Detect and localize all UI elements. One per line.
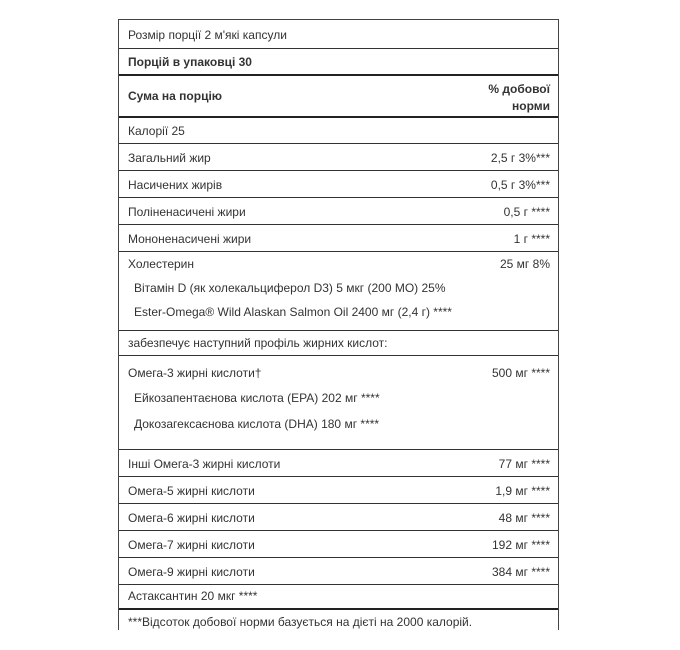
ester-omega: Ester-Omega® Wild Alaskan Salmon Oil 2400 мг (2,4 г) **** (134, 305, 452, 319)
astaxanthin: Астаксантин 20 мкг **** (128, 589, 258, 603)
nutrient-name: Мононенасичені жири (128, 232, 252, 246)
amount-per-serving-label: Сума на порцію (128, 89, 223, 103)
acid-value: 1,9 мг **** (495, 484, 550, 498)
calories: Калорії 25 (128, 124, 185, 138)
nutrient-value: 2,5 г 3%*** (490, 151, 550, 165)
nutrient-row (119, 171, 558, 198)
cholesterol-value: 25 мг 8% (500, 257, 550, 271)
acid-value: 384 мг **** (492, 565, 550, 579)
acid-name: Омега-5 жирні кислоти (128, 484, 255, 498)
omega3-name: Омега-3 жирні кислоти† (128, 366, 262, 380)
nutrient-name: Загальний жир (128, 151, 211, 165)
daily-value-label-line2: норми (511, 99, 550, 113)
acid-row (119, 477, 558, 504)
cholesterol-name: Холестерин (128, 257, 194, 271)
acid-name: Омега-7 жирні кислоти (128, 538, 255, 552)
epa: Ейкозапентаєнова кислота (EPA) 202 мг **** (134, 391, 380, 405)
acid-name: Омега-9 жирні кислоти (128, 565, 255, 579)
header-row (119, 76, 558, 118)
nutrient-row (119, 225, 558, 252)
footnote: ***Відсоток добової норми базується на дієті на 2000 калорій. (128, 615, 473, 629)
supplement-facts-panel (118, 19, 559, 630)
acid-row (119, 504, 558, 531)
profile-note-row (119, 331, 558, 356)
astaxanthin-row (119, 585, 558, 610)
servings-row (119, 49, 558, 76)
calories-row (119, 118, 558, 144)
acid-value: 77 мг **** (498, 457, 550, 471)
acid-row (119, 558, 558, 585)
acid-row (119, 450, 558, 477)
profile-note: забезпечує наступний профіль жирних кислот: (128, 336, 388, 350)
vitamin-d: Вітамін D (як холекальциферол D3) 5 мкг (200 МО) 25% (134, 281, 446, 295)
nutrient-row (119, 144, 558, 171)
acid-value: 48 мг **** (498, 511, 550, 525)
omega3-block (119, 356, 558, 450)
servings-per-container: Порцій в упаковці 30 (128, 55, 252, 69)
omega3-value: 500 мг **** (492, 366, 550, 380)
acid-name: Омега-6 жирні кислоти (128, 511, 255, 525)
nutrient-row (119, 198, 558, 225)
nutrient-value: 0,5 г **** (503, 205, 550, 219)
nutrient-value: 1 г **** (513, 232, 550, 246)
acid-row (119, 531, 558, 558)
serving-size-row (119, 20, 558, 49)
daily-value-label-line1: % добової (488, 82, 550, 96)
serving-size: Розмір порції 2 м'які капсули (128, 28, 287, 42)
cholesterol-block (119, 252, 558, 331)
acid-name: Інші Омега-3 жирні кислоти (128, 457, 281, 471)
nutrient-name: Насичених жирів (128, 178, 223, 192)
dha: Докозагексаєнова кислота (DHA) 180 мг **** (134, 417, 380, 431)
nutrient-value: 0,5 г 3%*** (490, 178, 550, 192)
acid-value: 192 мг **** (492, 538, 550, 552)
nutrient-name: Поліненасичені жири (128, 205, 246, 219)
footnote-block (119, 610, 558, 650)
